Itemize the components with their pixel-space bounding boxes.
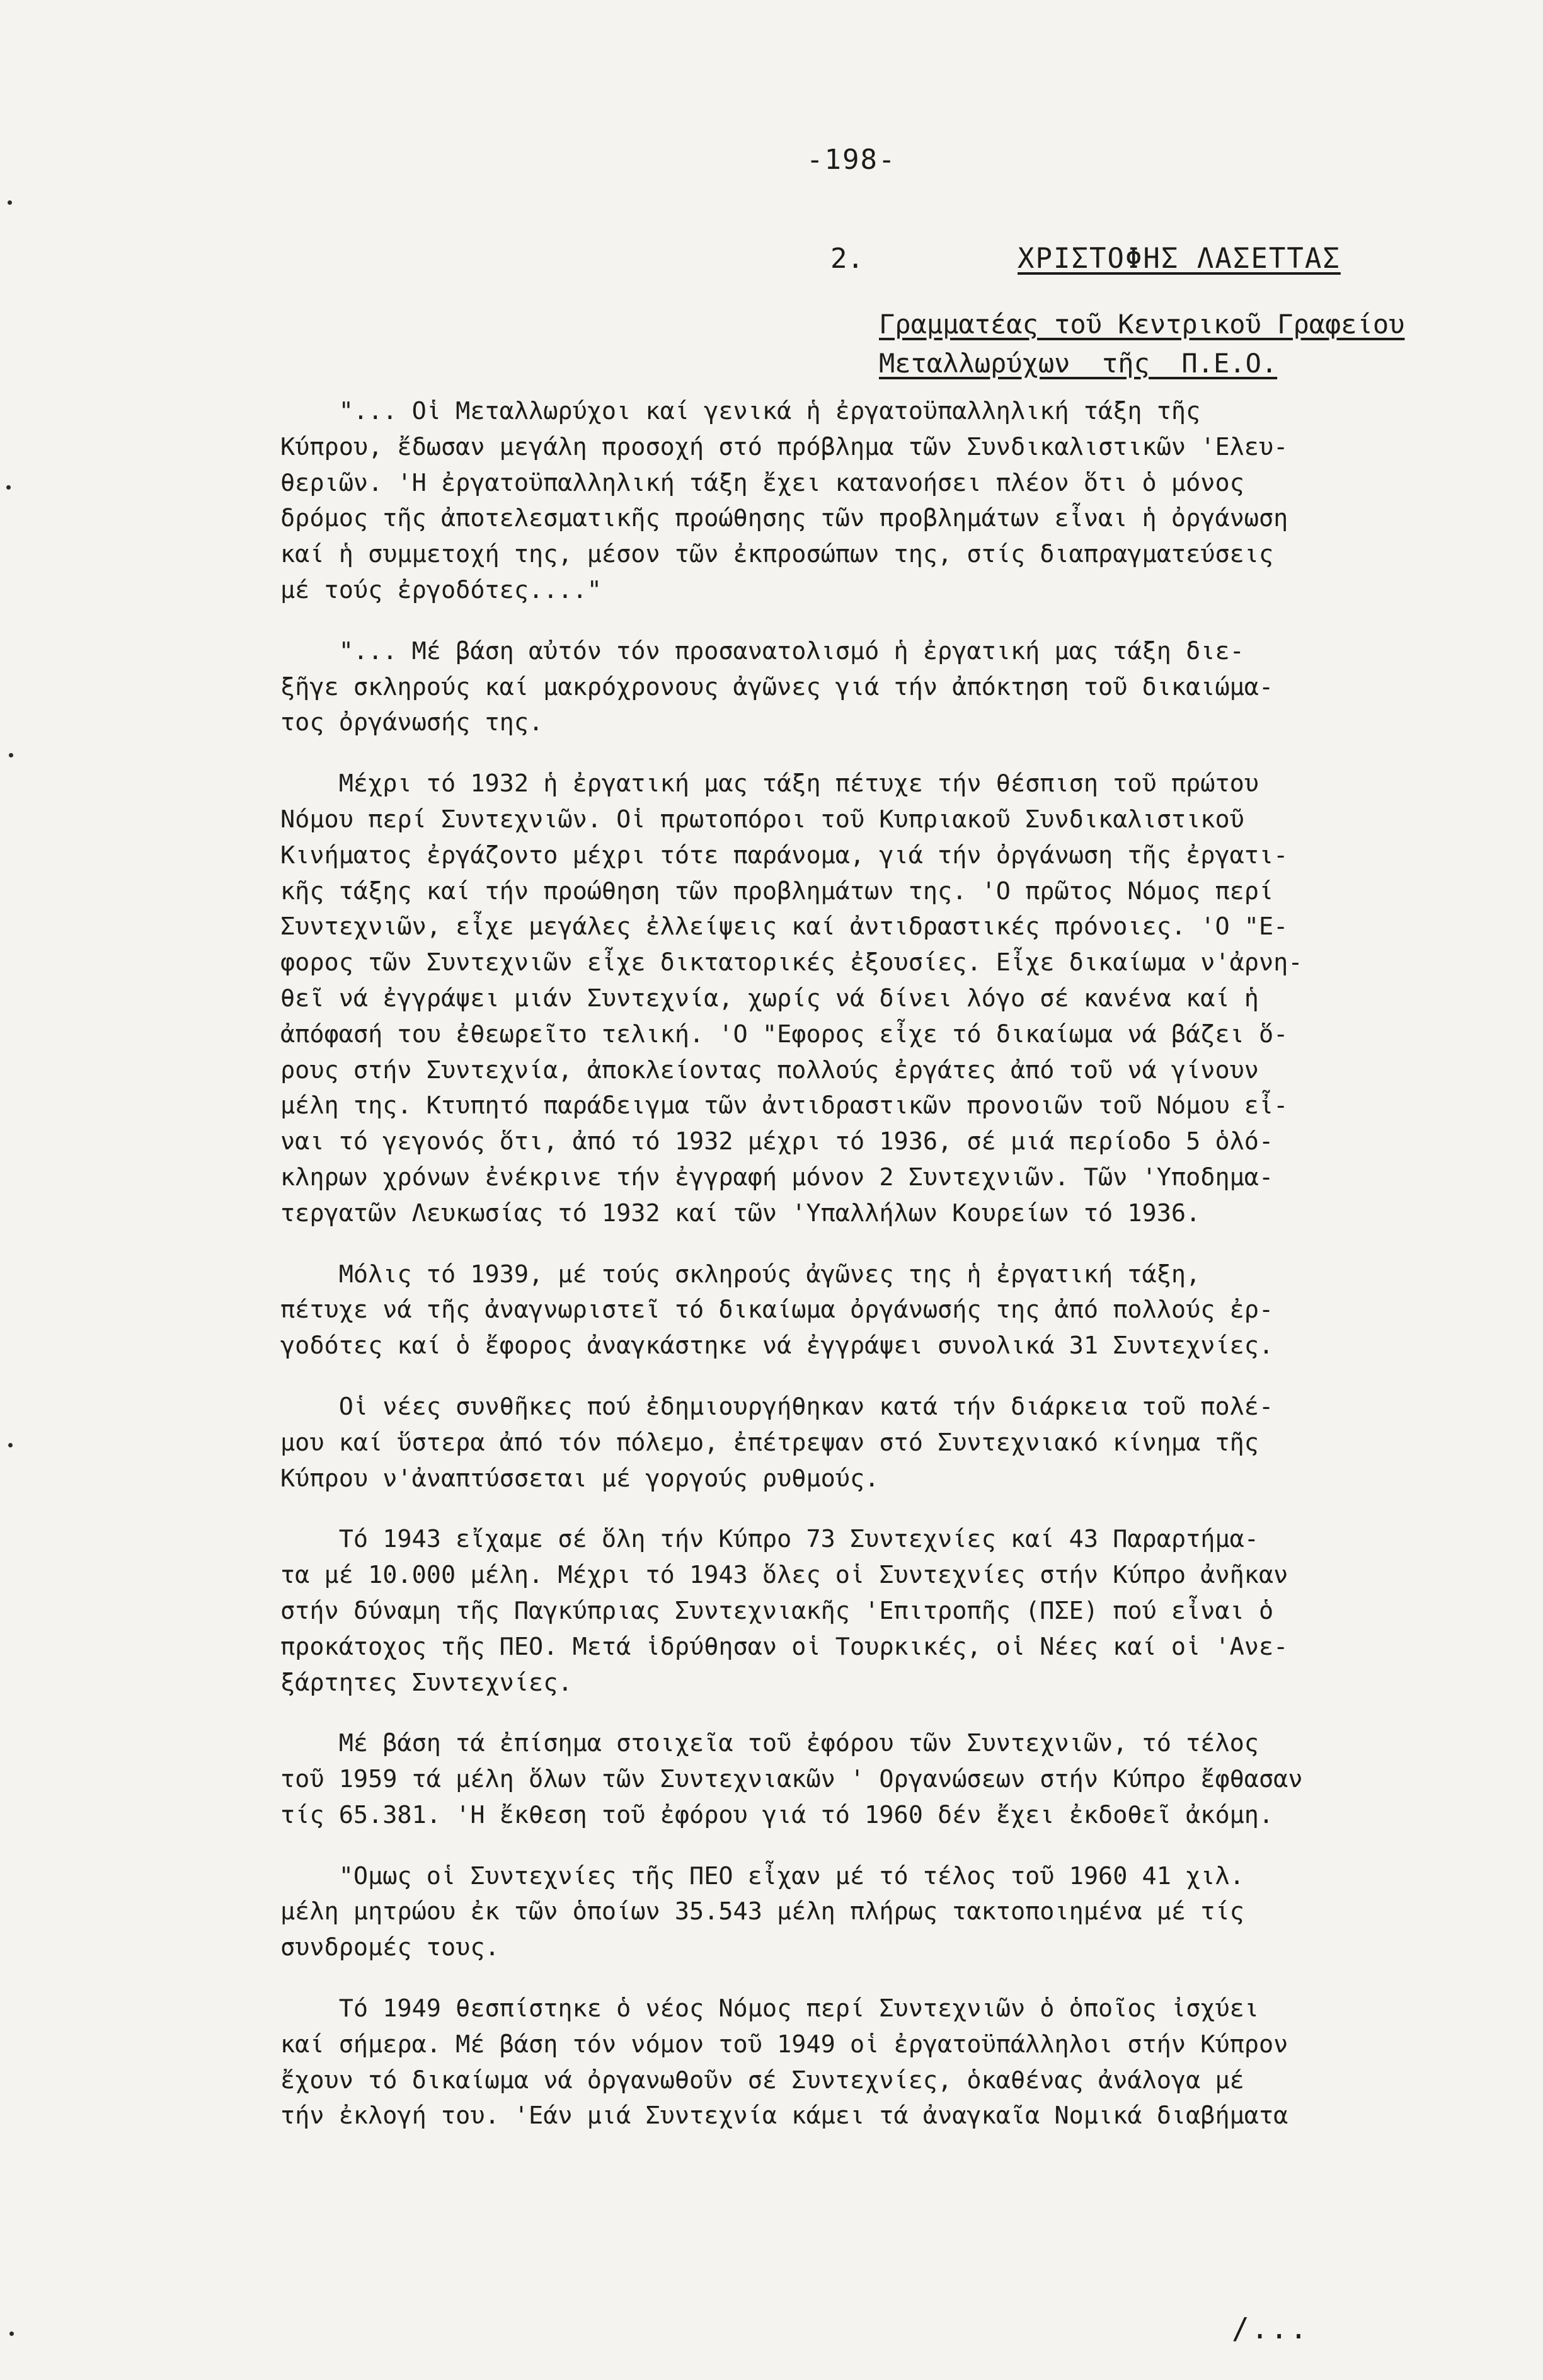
text-line: "... Οἱ Μεταλλωρύχοι καί γενικά ἡ ἐργατοϋπαλληλική τάξη τῆς xyxy=(280,397,1201,425)
text-line: πέτυχε νά τῆς ἀναγνωριστεῖ τό δικαίωμα ὀργάνωσής της ἀπό πολλούς ἐρ- xyxy=(280,1296,1274,1325)
paragraph-gap xyxy=(280,1834,1446,1859)
continuation-mark: /... xyxy=(1232,2311,1309,2345)
paragraph-gap xyxy=(280,609,1446,634)
text-line: τοῦ 1959 τά μέλη ὅλων τῶν Συντεχνιακῶν ' Οργανώσεων στήν Κύπρο ἔφθασαν xyxy=(280,1765,1303,1794)
scan-speck xyxy=(9,2331,14,2336)
paragraph xyxy=(280,1726,1446,1833)
text-line: ἀπόφασή του ἐθεωρεῖτο τελική. 'Ο "Εφορος εἶχε τό δικαίωμα νά βάζει ὅ- xyxy=(280,1020,1288,1049)
text-line: ξάρτητες Συντεχνίες. xyxy=(280,1668,573,1697)
page-number: -198- xyxy=(806,144,897,176)
paragraph-gap xyxy=(280,1701,1446,1726)
text-line: Μέχρι τό 1932 ἡ ἐργατική μας τάξη πέτυχε τήν θέσπιση τοῦ πρώτου xyxy=(280,769,1259,798)
text-line: στήν δύναμη τῆς Παγκύπριας Συντεχνιακῆς 'Επιτροπῆς (ΠΣΕ) πού εἶναι ὁ xyxy=(280,1596,1274,1625)
paragraph xyxy=(280,634,1446,741)
text-line: κληρων χρόνων ἐνέκρινε τήν ἐγγραφή μόνον 2 Συντεχνιῶν. Τῶν 'Υποδημα- xyxy=(280,1163,1274,1192)
text-line: τος ὀργάνωσής της. xyxy=(280,708,544,737)
text-line: μου καί ὕστερα ἀπό τόν πόλεμο, ἐπέτρεψαν στό Συντεχνιακό κίνημα τῆς xyxy=(280,1428,1259,1457)
text-line: ρους στήν Συντεχνία, ἀποκλείοντας πολλούς ἐργάτες ἀπό τοῦ νά γίνουν xyxy=(280,1055,1259,1084)
text-line: θεριῶν. 'Η ἐργατοϋπαλληλική τάξη ἔχει κατανοήσει πλέον ὅτι ὁ μόνος xyxy=(280,468,1244,497)
text-line: Κύπρου ν'ἀναπτύσσεται μέ γοργούς ρυθμούς. xyxy=(280,1464,880,1493)
author-role-line-2: Μεταλλωρύχων τῆς Π.Ε.Ο. xyxy=(879,348,1278,379)
text-line: φορος τῶν Συντεχνιῶν εἶχε δικτατορικές ἐξουσίες. Εἶχε δικαίωμα ν'ἀρνη- xyxy=(280,948,1303,977)
text-line: Τό 1949 θεσπίστηκε ὁ νέος Νόμος περί Συντεχνιῶν ὁ ὁποῖος ἰσχύει xyxy=(280,1994,1259,2023)
text-line: Νόμου περί Συντεχνιῶν. Οἱ πρωτοπόροι τοῦ Κυπριακοῦ Συνδικαλιστικοῦ xyxy=(280,805,1244,834)
text-line: "Ομως οἱ Συντεχνίες τῆς ΠΕΟ εἶχαν μέ τό τέλος τοῦ 1960 41 χιλ. xyxy=(280,1861,1244,1890)
text-line: μέλη μητρώου ἐκ τῶν ὁποίων 35.543 μέλη πλήρως τακτοποιημένα μέ τίς xyxy=(280,1897,1244,1926)
paragraph xyxy=(280,394,1446,609)
paragraph-gap xyxy=(280,1232,1446,1257)
text-line: "... Μέ βάση αὐτόν τόν προσανατολισμό ἡ ἐργατική μας τάξη διε- xyxy=(280,636,1244,665)
text-line: Κινήματος ἐργάζοντο μέχρι τότε παράνομα, γιά τήν ὀργάνωση τῆς ἐργατι- xyxy=(280,841,1288,870)
text-line: καί σήμερα. Μέ βάση τόν νόμον τοῦ 1949 οἱ ἐργατοϋπάλληλοι στήν Κύπρον xyxy=(280,2030,1288,2059)
scan-speck xyxy=(9,753,13,757)
text-line: Μόλις τό 1939, μέ τούς σκληρούς ἀγῶνες της ἡ ἐργατική τάξη, xyxy=(280,1260,1201,1289)
paragraph xyxy=(280,1859,1446,1966)
paragraph xyxy=(280,766,1446,1231)
paragraph-gap xyxy=(280,741,1446,766)
text-line: Μέ βάση τά ἐπίσημα στοιχεῖα τοῦ ἐφόρου τῶν Συντεχνιῶν, τό τέλος xyxy=(280,1729,1259,1758)
paragraph xyxy=(280,1522,1446,1701)
author-name: ΧΡΙΣΤΟΦΗΣ ΛΑΣΕΤΤΑΣ xyxy=(1018,243,1341,275)
body-text xyxy=(280,394,1446,2134)
text-line: τήν ἐκλογή του. 'Εάν μιά Συντεχνία κάμει τά ἀναγκαῖα Νομικά διαβήματα xyxy=(280,2101,1288,2130)
paragraph-gap xyxy=(280,1497,1446,1522)
text-line: ναι τό γεγονός ὅτι, ἀπό τό 1932 μέχρι τό 1936, σέ μιά περίοδο 5 ὁλό- xyxy=(280,1127,1274,1156)
text-line: προκάτοχος τῆς ΠΕΟ. Μετά ἱδρύθησαν οἱ Τουρκικές, οἱ Νέες καί οἱ 'Ανε- xyxy=(280,1632,1288,1661)
text-line: μέλη της. Κτυπητό παράδειγμα τῶν ἀντιδραστικῶν προνοιῶν τοῦ Νόμου εἶ- xyxy=(280,1091,1288,1120)
text-line: γοδότες καί ὁ ἔφορος ἀναγκάστηκε νά ἐγγράψει συνολικά 31 Συντεχνίες. xyxy=(280,1331,1274,1360)
author-role-line-1: Γραμματέας τοῦ Κεντρικοῦ Γραφείου xyxy=(879,309,1405,340)
text-line: ἔχουν τό δικαίωμα νά ὀργανωθοῦν σέ Συντεχνίες, ὁκαθένας ἀνάλογα μέ xyxy=(280,2066,1244,2095)
text-line: τίς 65.381. 'Η ἔκθεση τοῦ ἐφόρου γιά τό 1960 δέν ἔχει ἐκδοθεῖ ἀκόμη. xyxy=(280,1800,1274,1829)
text-line: θεῖ νά ἐγγράψει μιάν Συντεχνία, χωρίς νά δίνει λόγο σέ κανένα καί ἡ xyxy=(280,984,1259,1013)
text-line: συνδρομές τους. xyxy=(280,1933,500,1962)
text-line: Κύπρου, ἔδωσαν μεγάλη προσοχή στό πρόβλημα τῶν Συνδικαλιστικῶν 'Ελευ- xyxy=(280,432,1288,461)
text-line: ξῆγε σκληρούς καί μακρόχρονους ἀγῶνες γιά τήν ἀπόκτηση τοῦ δικαιώμα- xyxy=(280,672,1274,701)
text-line: μέ τούς ἐργοδότες...." xyxy=(280,575,602,604)
text-line: καί ἡ συμμετοχή της, μέσον τῶν ἐκπροσώπων της, στίς διαπραγματεύσεις xyxy=(280,540,1274,569)
text-line: δρόμος τῆς ἀποτελεσματικῆς προώθησης τῶν προβλημάτων εἶναι ἡ ὀργάνωση xyxy=(280,504,1288,533)
paragraph xyxy=(280,1991,1446,2134)
text-line: Οἱ νέες συνθῆκες πού ἐδημιουργήθηκαν κατά τήν διάρκεια τοῦ πολέ- xyxy=(280,1392,1274,1421)
scan-speck xyxy=(6,485,11,490)
section-number: 2. xyxy=(830,243,864,275)
paragraph-gap xyxy=(280,1966,1446,1991)
text-line: τεργατῶν Λευκωσίας τό 1932 καί τῶν 'Υπαλλήλων Κουρείων τό 1936. xyxy=(280,1199,1201,1227)
text-line: τα μέ 10.000 μέλη. Μέχρι τό 1943 ὅλες οἱ Συντεχνίες στήν Κύπρο ἀνῆκαν xyxy=(280,1561,1288,1590)
paragraph xyxy=(280,1257,1446,1364)
text-line: Συντεχνιῶν, εἶχε μεγάλες ἐλλείψεις καί ἀντιδραστικές πρόνοιες. 'Ο "Ε- xyxy=(280,912,1288,941)
paragraph xyxy=(280,1389,1446,1497)
scan-speck xyxy=(8,200,12,205)
text-line: Τό 1943 εἴχαμε σέ ὅλη τήν Κύπρο 73 Συντεχνίες καί 43 Παραρτήμα- xyxy=(280,1525,1259,1554)
paragraph-gap xyxy=(280,1364,1446,1389)
scan-speck xyxy=(8,1443,13,1447)
text-line: κῆς τάξης καί τήν προώθηση τῶν προβλημάτων της. 'Ο πρῶτος Νόμος περί xyxy=(280,877,1274,905)
